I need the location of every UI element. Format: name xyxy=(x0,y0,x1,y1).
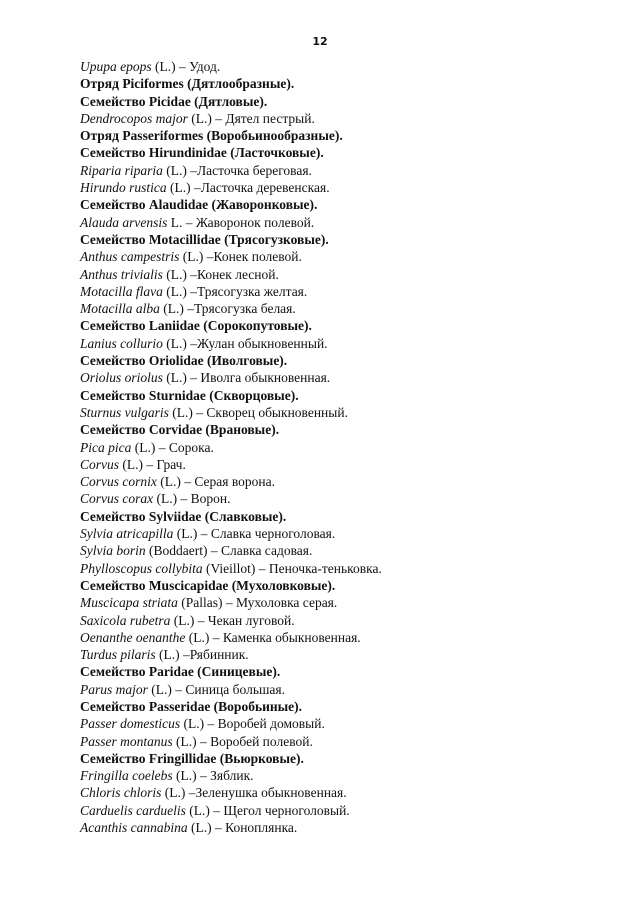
scientific-name: Alauda arvensis xyxy=(80,214,168,230)
species-entry xyxy=(80,733,600,750)
common-name: L. – Жаворонок полевой. xyxy=(167,214,315,230)
common-name: (L.) – Дятел пестрый. xyxy=(187,110,315,126)
common-name: (L.) –Ласточка береговая. xyxy=(162,162,312,178)
species-entry xyxy=(80,490,600,507)
species-entry xyxy=(80,715,600,732)
scientific-name: Chloris chloris xyxy=(80,785,162,801)
scientific-name: Sylvia borin xyxy=(80,543,146,559)
common-name: (L.) – Скворец обыкновенный. xyxy=(168,404,348,420)
common-name: (L.) – Грач. xyxy=(119,456,186,472)
species-entry xyxy=(80,110,600,127)
species-entry xyxy=(80,594,600,611)
species-entry xyxy=(80,612,600,629)
taxon-heading: Отряд Passeriformes (Воробьинообразные). xyxy=(80,128,343,144)
species-entry xyxy=(80,162,600,179)
scientific-name: Saxicola rubetra xyxy=(80,612,171,628)
common-name: (Vieillot) – Пеночка-теньковка. xyxy=(202,560,382,576)
species-entry xyxy=(80,335,600,352)
common-name: (L.) –Зеленушка обыкновенная. xyxy=(161,785,347,801)
scientific-name: Corvus corax xyxy=(80,491,154,507)
common-name: (L.) –Конек лесной. xyxy=(162,266,279,282)
scientific-name: Corvus cornix xyxy=(80,474,157,490)
scientific-name: Corvus xyxy=(80,456,120,472)
taxon-heading: Семейство Muscicapidae (Мухоловковые). xyxy=(80,577,336,593)
taxon-heading: Семейство Sylviidae (Славковые). xyxy=(80,508,287,524)
scientific-name: Motacilla alba xyxy=(80,301,160,317)
common-name: (L.) – Воробей домовый. xyxy=(180,716,325,732)
scientific-name: Sylvia atricapilla xyxy=(80,526,174,542)
scientific-name: Oriolus oriolus xyxy=(80,370,163,386)
scientific-name: Passer montanus xyxy=(80,733,173,749)
page-number: 12 xyxy=(312,35,328,48)
taxon-heading: Семейство Hirundinidae (Ласточковые). xyxy=(80,145,324,161)
scientific-name: Fringilla coelebs xyxy=(80,768,173,784)
common-name: (L.) –Рябинник. xyxy=(155,647,249,663)
common-name: (L.) – Коноплянка. xyxy=(187,820,298,836)
taxon-heading: Семейство Picidae (Дятловые). xyxy=(80,93,268,109)
common-name: (L.) – Щегол черноголовый. xyxy=(185,802,350,818)
species-entry xyxy=(80,681,600,698)
taxon-heading: Семейство Laniidae (Сорокопутовые). xyxy=(80,318,312,334)
scientific-name: Sturnus vulgaris xyxy=(80,404,169,420)
common-name: (L.) – Зяблик. xyxy=(172,768,254,784)
species-entry xyxy=(80,266,600,283)
species-entry xyxy=(80,404,600,421)
species-entry xyxy=(80,646,600,663)
common-name: (L.) –Конек полевой. xyxy=(179,249,302,265)
taxon-heading: Семейство Alaudidae (Жаворонковые). xyxy=(80,197,318,213)
common-name: (L.) –Жулан обыкновенный. xyxy=(162,335,328,351)
taxon-heading: Семейство Passeridae (Воробьиные). xyxy=(80,698,303,714)
scientific-name: Dendrocopos major xyxy=(80,110,188,126)
common-name: (L.) –Трясогузка желтая. xyxy=(162,283,308,299)
scientific-name: Muscicapa striata xyxy=(80,595,178,611)
common-name: (Pallas) – Мухоловка серая. xyxy=(177,595,338,611)
scientific-name: Anthus trivialis xyxy=(80,266,163,282)
species-entry xyxy=(80,542,600,559)
scientific-name: Upupa epops xyxy=(80,59,152,74)
taxon-heading: Семейство Corvidae (Врановые). xyxy=(80,422,280,438)
common-name: (Boddaert) – Славка садовая. xyxy=(145,543,313,559)
taxon-heading: Семейство Motacillidae (Трясогузковые). xyxy=(80,231,329,247)
species-entry xyxy=(80,819,600,836)
species-entry xyxy=(80,283,600,300)
species-entry xyxy=(80,248,600,265)
taxon-heading: Семейство Sturnidae (Скворцовые). xyxy=(80,387,299,403)
common-name: (L.) – Ворон. xyxy=(153,491,231,507)
scientific-name: Lanius collurio xyxy=(80,335,163,351)
scientific-name: Motacilla flava xyxy=(80,283,163,299)
taxon-heading: Семейство Paridae (Синицевые). xyxy=(80,664,281,680)
species-entry xyxy=(80,767,600,784)
taxon-heading: Семейство Oriolidae (Иволговые). xyxy=(80,353,288,369)
common-name: (L.) – Иволга обыкновенная. xyxy=(162,370,331,386)
species-entry xyxy=(80,58,600,75)
common-name: (L.) –Ласточка деревенская. xyxy=(166,180,330,196)
common-name: (L.) –Трясогузка белая. xyxy=(159,301,296,317)
scientific-name: Passer domesticus xyxy=(80,716,181,732)
scientific-name: Hirundo rustica xyxy=(80,180,167,196)
common-name: (L.) – Чекан луговой. xyxy=(170,612,295,628)
species-list xyxy=(80,58,600,836)
scientific-name: Riparia riparia xyxy=(80,162,163,178)
species-entry xyxy=(80,439,600,456)
taxon-heading: Семейство Fringillidae (Вьюрковые). xyxy=(80,750,304,766)
species-entry xyxy=(80,300,600,317)
species-entry xyxy=(80,179,600,196)
scientific-name: Carduelis carduelis xyxy=(80,802,186,818)
taxon-heading: Отряд Piciformes (Дятлообразные). xyxy=(80,76,295,92)
common-name: (L.) – Воробей полевой. xyxy=(172,733,313,749)
common-name: (L.) – Славка черноголовая. xyxy=(173,526,336,542)
species-entry xyxy=(80,560,600,577)
species-entry xyxy=(80,784,600,801)
scientific-name: Anthus campestris xyxy=(80,249,180,265)
scientific-name: Pica pica xyxy=(80,439,132,455)
species-entry xyxy=(80,629,600,646)
common-name: (L.) – Удод. xyxy=(151,59,221,74)
scientific-name: Turdus pilaris xyxy=(80,647,156,663)
scientific-name: Oenanthe oenanthe xyxy=(80,629,186,645)
common-name: (L.) – Каменка обыкновенная. xyxy=(185,629,361,645)
common-name: (L.) – Серая ворона. xyxy=(156,474,275,490)
species-entry xyxy=(80,802,600,819)
scientific-name: Parus major xyxy=(80,681,148,697)
common-name: (L.) – Сорока. xyxy=(131,439,214,455)
species-entry xyxy=(80,369,600,386)
species-entry xyxy=(80,456,600,473)
common-name: (L.) – Синица большая. xyxy=(147,681,285,697)
scientific-name: Acanthis cannabina xyxy=(80,820,188,836)
species-entry xyxy=(80,473,600,490)
species-entry xyxy=(80,214,600,231)
scientific-name: Phylloscopus collybita xyxy=(80,560,203,576)
species-entry xyxy=(80,525,600,542)
